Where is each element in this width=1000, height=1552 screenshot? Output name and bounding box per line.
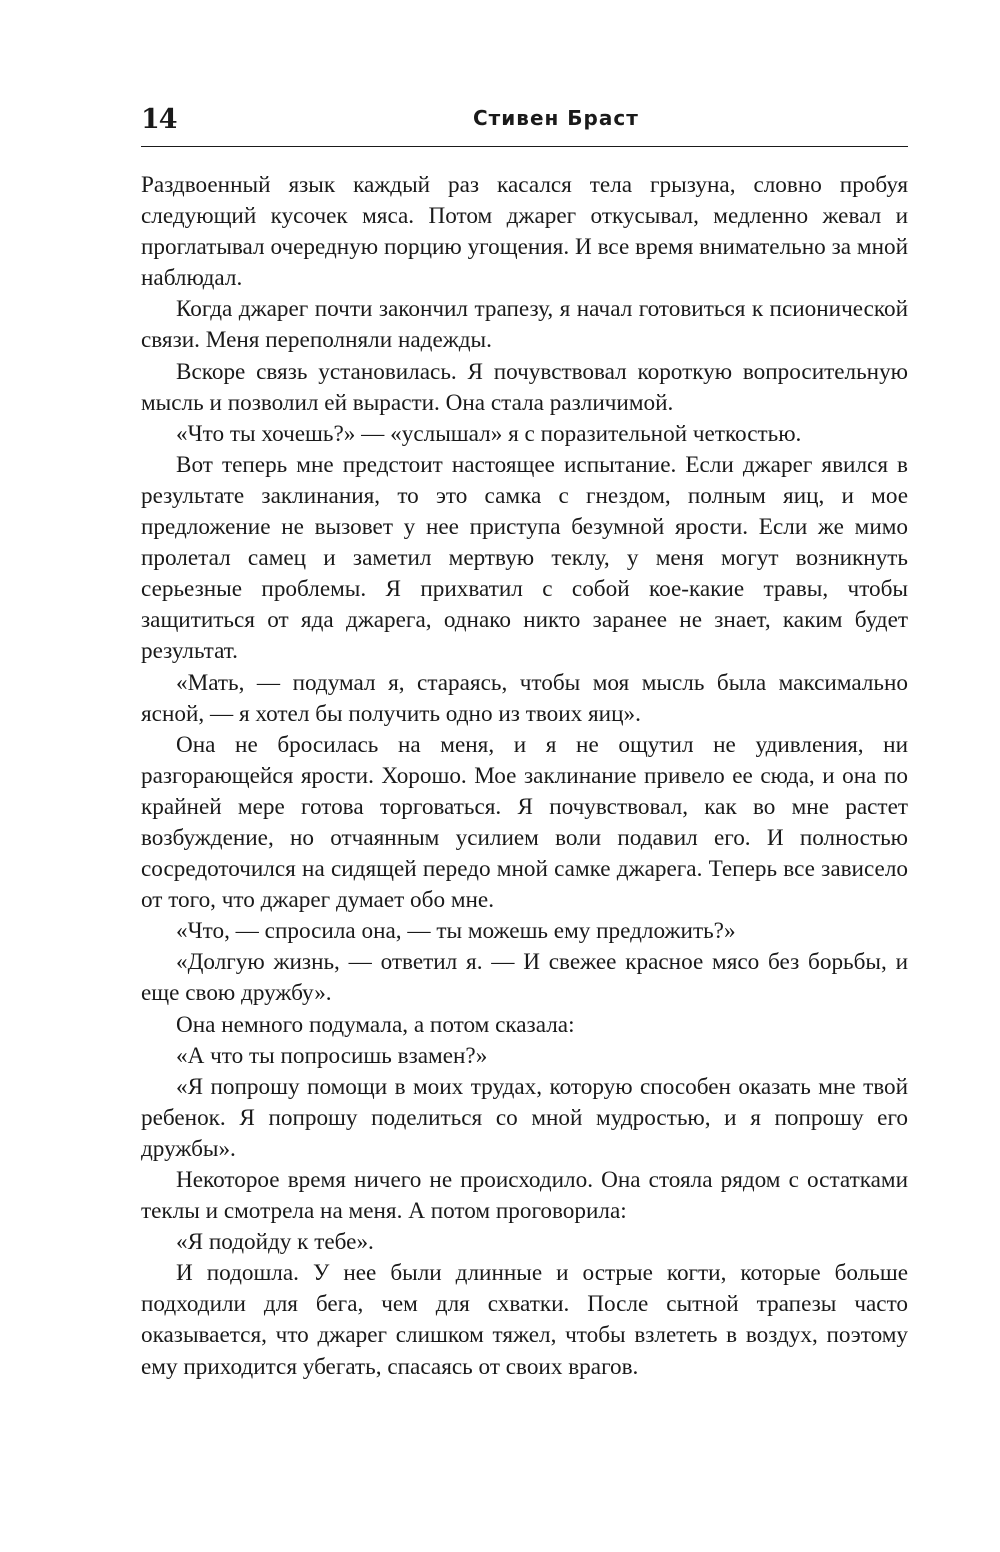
paragraph: «Что, — спросила она, — ты можешь ему предложить?» [176, 918, 736, 945]
paragraph: Когда джарег почти закончил трапезу, я начал готовиться к псионической связи. Меня переполняли надежды. [141, 296, 908, 354]
running-head [141, 100, 908, 144]
header-rule [141, 146, 908, 147]
paragraph: «Я попрошу помощи в моих трудах, которую способен оказать мне твой ребенок. Я попрошу поделиться со мной мудростью, и я попрошу его дружбы». [141, 1073, 908, 1162]
paragraph: «Мать, — подумал я, стараясь, чтобы моя мысль была максимально ясной, — я хотел бы получить одно из твоих яиц». [141, 669, 908, 727]
paragraph: Она немного подумала, а потом сказала: [176, 1011, 575, 1038]
paragraph: «Что ты хочешь?» — «услышал» я с поразительной четкостью. [176, 420, 802, 447]
paragraph: «Я подойду к тебе». [176, 1229, 374, 1256]
paragraph: Она не бросилась на меня, и я не ощутил не удивления, ни разгорающейся ярости. Хорошо. Мое заклинание привело ее сюда, и она по крайней мере готова торговаться. Я почувствовал, как во мне растет возбуждение, но отчаянным усилием воли подавил его. И полностью сосредоточился на сидящей передо мной самке джарега. Теперь все зависело от того, что джарег думает обо мне. [141, 731, 908, 914]
paragraph: И подошла. У нее были длинные и острые когти, которые больше подходили для бега, чем для схватки. После сытной трапезы часто оказывается, что джарег слишком тяжел, чтобы взлететь в воздух, поэтому ему приходится убегать, спасаясь от своих врагов. [141, 1260, 908, 1380]
paragraph: «Долгую жизнь, — ответил я. — И свежее красное мясо без борьбы, и еще свою дружбу». [141, 949, 908, 1007]
paragraph: «А что ты попросишь взамен?» [176, 1042, 488, 1069]
paragraph: Некоторое время ничего не происходило. Она стояла рядом с остатками теклы и смотрела на меня. А потом проговорила: [141, 1167, 908, 1225]
header-author-name: Стивен Браст [473, 106, 639, 130]
paragraph: Вот теперь мне предстоит настоящее испытание. Если джарег явился в результате заклинания, то это самка с гнездом, полным яиц, и мое предложение не вызовет у нее приступа безумной ярости. Если же мимо пролетал самец и заметил мертвую теклу, у меня могут возникнуть серьезные проблемы. Я прихватил с собой кое-какие травы, чтобы защититься от яда джарега, однако никто заранее не знает, каким будет результат. [141, 451, 908, 665]
page-number: 14 [141, 104, 177, 135]
body-text [141, 170, 908, 1383]
paragraph: Раздвоенный язык каждый раз касался тела грызуна, словно пробуя следующий кусочек мяса. Потом джарег откусывал, медленно жевал и проглатывал очередную порцию угощения. И все время внимательно за мной наблюдал. [141, 172, 908, 292]
paragraph: Вскоре связь установилась. Я почувствовал короткую вопросительную мысль и позволил ей вырасти. Она стала различимой. [141, 358, 908, 416]
